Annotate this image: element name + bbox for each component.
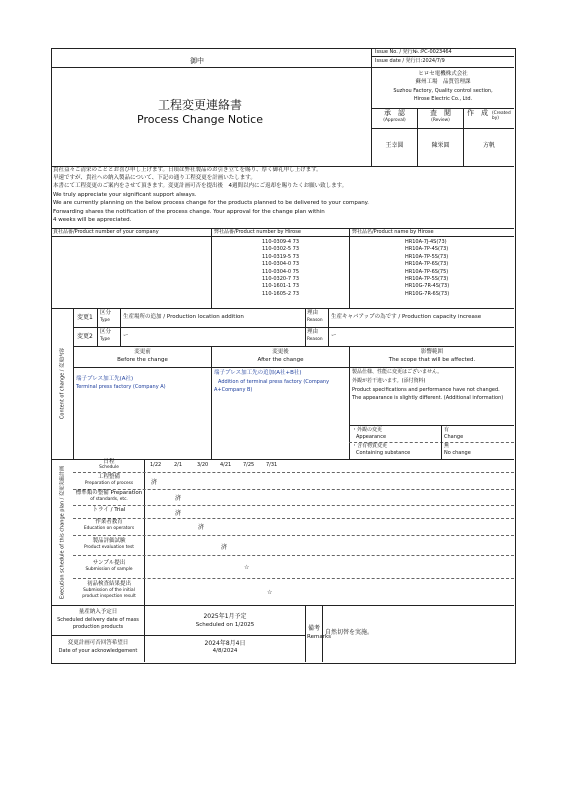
product-name: HR10A-7J-4S(73) <box>405 239 447 245</box>
created-label: 作 成 <box>467 109 488 117</box>
recipient-suffix: 御中 <box>190 57 204 65</box>
schedule-row-label-jp: 標準類の整備 Preparation <box>75 490 143 496</box>
product-number: 110-0319-5 73 <box>262 253 300 260</box>
divider <box>463 108 464 166</box>
remarks-value: 自然切替を実施。 <box>325 629 374 636</box>
divider <box>51 635 305 636</box>
product-name: HR10A-7P-6S(73) <box>405 261 449 268</box>
after-text-en-2: A+Company B) <box>214 387 253 393</box>
schedule-date: 7/25 <box>243 462 255 468</box>
divider <box>73 367 514 368</box>
divider <box>73 505 514 506</box>
col-header-customer-pn: 貴社品番/Product number of your company <box>53 229 159 235</box>
schedule-row-label-en: of standards, etc. <box>90 497 128 502</box>
star-icon: ☆ <box>267 589 273 596</box>
delivery-label-en: Scheduled delivery date of mass <box>57 617 139 623</box>
divider <box>51 236 514 237</box>
product-name: HR10G-7R-6S(73) <box>405 290 450 297</box>
title-jp: 工程変更連絡書 <box>158 98 243 112</box>
divider <box>211 228 212 308</box>
delivery-value-jp: 2025年1月予定 <box>203 613 247 620</box>
before-text-en: Terminal press factory (Company A) <box>76 384 166 390</box>
ack-value-en: 4/8/2024 <box>212 648 238 654</box>
ack-label-jp: 変更計画可否回答希望日 <box>67 640 129 646</box>
divider <box>73 327 514 328</box>
title-en: Process Change Notice <box>137 113 263 126</box>
scope-header-en: The scope that will be affected. <box>388 357 476 363</box>
divider <box>73 578 514 579</box>
content-of-change-label: Content of change / 変更内容 <box>59 347 66 420</box>
col-header-hirose-pn: 弊社品番/Product number by Hirose <box>214 229 301 235</box>
product-name: HR10G-7R-4S(73) <box>405 283 450 290</box>
schedule-mark: 済 <box>198 524 205 531</box>
product-number: 110-1605-2 73 <box>262 290 300 297</box>
after-text-en-1: Addition of terminal press factory (Company <box>218 379 330 385</box>
product-name: HR10A-7P-4S(73) <box>405 246 449 253</box>
schedule-mark: 済 <box>221 544 228 551</box>
divider <box>371 128 514 129</box>
issue-number: Issue No. / 発行№.:PC-0023464 <box>375 49 452 55</box>
remarks-label-en: Remarks <box>307 634 331 640</box>
type-label-en: Type <box>100 337 110 342</box>
product-number: 110-0304-0 75 <box>262 268 300 275</box>
scope-line: The appearance is slightly different. (Additional information) <box>352 395 504 401</box>
divider <box>73 472 514 473</box>
schedule-row-label-jp: サンプル提出 <box>92 560 126 566</box>
appearance-value-jp: 有 <box>444 427 450 433</box>
change-1-type: 生産場所の追加 / Production location addition <box>123 314 244 320</box>
intro-line: 貴社益々ご清栄のこととお喜び申し上げます。日頃は弊社製品のお引き立てを賜り、厚く御礼申し上げます。 <box>53 167 322 173</box>
schedule-row-label-jp: 初品検査結果提出 <box>86 581 131 587</box>
type-label-jp: 区分 <box>100 329 112 335</box>
schedule-row-label-en: Preparation of process <box>84 481 134 486</box>
delivery-label-en-2: production products <box>72 624 124 630</box>
delivery-value-en: Scheduled on 1/2025 <box>195 622 255 628</box>
reviewer-name: 陳栄圓 <box>431 142 450 149</box>
schedule-date: 4/21 <box>220 462 232 468</box>
change-1-reason: 生産キャパアップの為です / Production capacity increase <box>331 314 482 320</box>
divider <box>441 425 442 459</box>
schedule-row-label-en: Submission of the initial <box>83 588 135 593</box>
reason-label-jp: 理由 <box>307 310 319 316</box>
schedule-date: 1/22 <box>150 462 162 468</box>
issue-date: Issue date / 発行日:2024/7/9 <box>375 58 445 64</box>
substance-value-en: No change <box>444 450 471 456</box>
product-number: 110-1601-1 73 <box>262 283 300 290</box>
appearance-label-jp: ・外観の変更 <box>352 427 383 433</box>
company-name-en-2: Hirose Electric Co., Ltd. <box>413 96 473 102</box>
change-1-label: 変更1 <box>77 314 93 321</box>
change-2-reason: ー <box>331 333 337 339</box>
star-icon: ☆ <box>244 564 250 571</box>
scope-line: 外観が若干違います。(添付資料) <box>352 378 426 384</box>
delivery-label-jp: 量産納入予定日 <box>78 609 118 615</box>
substance-value-jp: 無 <box>444 443 450 449</box>
review-label-en: (Review) <box>431 118 450 123</box>
product-name: HR10A-7P-6S(75) <box>405 268 449 275</box>
factory-name-jp: 蘇州工場 品質管理課 <box>415 79 471 85</box>
scope-line: Product specifications and performance have not changed. <box>352 387 500 393</box>
product-name: HR10A-7P-5S(73) <box>405 253 449 260</box>
appearance-label-en: Appearance <box>356 434 387 440</box>
divider <box>73 535 514 536</box>
execution-schedule-label: Execution schedule of this change plan / 変更実施計画 <box>59 466 66 599</box>
schedule-header-jp: 日程 <box>103 459 115 465</box>
schedule-row-label-en: Product evaluation test <box>84 545 134 550</box>
remarks-label-jp: 備考 <box>308 625 321 632</box>
schedule-row-label-en: Submission of sample <box>85 567 133 572</box>
appearance-value-en: Change <box>444 434 464 440</box>
product-name: HR10A-7P-5S(73) <box>405 276 449 282</box>
intro-line: We are currently planning on the below process change for the products planned to be delivered to your company. <box>53 200 369 206</box>
schedule-row-label-en: product inspection result <box>82 594 136 599</box>
divider <box>51 67 514 68</box>
substance-label-jp: ・含有物質変更 <box>352 443 388 449</box>
change-2-label: 変更2 <box>77 333 93 340</box>
after-header-jp: 変更後 <box>272 349 289 355</box>
type-label-jp: 区分 <box>100 310 112 316</box>
intro-line: Forwarding shares the notification of the process change. Your approval for the change plan within <box>53 209 325 215</box>
divider <box>73 308 74 459</box>
divider <box>73 518 514 519</box>
reason-label-en: Reason <box>307 318 323 323</box>
divider <box>305 605 306 662</box>
company-name-jp: ヒロセ電機株式会社 <box>418 71 468 77</box>
divider <box>51 605 514 606</box>
divider <box>144 459 145 605</box>
schedule-row-label-jp: 工程整備 <box>97 474 120 480</box>
review-label: 査 閲 <box>430 109 451 117</box>
intro-line: 早速ですが、貴社への納入製品について、下記の通り工程変更を計画いたします。 <box>53 175 256 181</box>
reason-label-en: Reason <box>307 337 323 342</box>
schedule-date: 3/20 <box>197 462 209 468</box>
product-number: 110-0302-5 73 <box>262 246 300 253</box>
divider <box>73 346 514 347</box>
schedule-mark: 済 <box>175 495 182 502</box>
product-number: 110-0309-4 73 <box>262 239 300 245</box>
divider <box>371 48 372 67</box>
product-number: 110-0304-0 73 <box>262 261 300 268</box>
schedule-row-label-jp: 製品評価試験 <box>92 538 126 544</box>
approver-name: 王幸圆 <box>385 142 404 149</box>
approval-label-en: (Approval) <box>383 118 406 123</box>
substance-label-en: Containing substance <box>356 450 411 456</box>
product-number: 110-0320-7 73 <box>262 276 300 282</box>
schedule-row-label-en: Education on operators <box>83 526 135 531</box>
intro-line: 4 weeks will be appreciated. <box>53 217 132 223</box>
schedule-mark: 済 <box>175 510 182 517</box>
divider <box>73 555 514 556</box>
before-text-jp: 端子プレス加工先(A社) <box>76 376 134 382</box>
col-header-hirose-name: 弊社品名/Product name by Hirose <box>352 229 434 235</box>
before-header-jp: 変更前 <box>134 349 151 355</box>
after-text-jp: 端子プレス加工先の追加(A社+B社) <box>214 370 302 376</box>
schedule-mark: 済 <box>151 479 158 486</box>
intro-line: We truly appreciate your significant support always. <box>53 192 197 198</box>
schedule-row-label-jp: 作業者教育 <box>95 519 123 525</box>
ack-label-en: Date of your acknowledgement <box>58 648 138 654</box>
scope-header-jp: 影響範囲 <box>420 349 443 355</box>
reason-label-jp: 理由 <box>307 329 319 335</box>
divider <box>349 425 514 426</box>
divider <box>371 56 514 57</box>
schedule-date: 2/1 <box>174 462 183 468</box>
company-name-en-1: Suzhou Factory, Quality control section, <box>393 88 493 94</box>
divider <box>349 228 350 308</box>
after-header-en: After the change <box>257 357 304 363</box>
change-2-type: ー <box>123 333 129 339</box>
schedule-row-label-jp: トライ / Trial <box>92 507 126 513</box>
ack-value-jp: 2024年8月4日 <box>204 640 246 647</box>
schedule-header-en: Schedule <box>99 465 119 470</box>
before-header-en: Before the change <box>117 357 168 363</box>
approval-label: 承 認 <box>384 109 405 117</box>
created-label-en: (Created by) <box>492 111 511 121</box>
creator-name: 方帆 <box>482 142 495 149</box>
schedule-date: 7/31 <box>266 462 278 468</box>
type-label-en: Type <box>100 318 110 323</box>
scope-line: 製品仕様、性能に変更はございません。 <box>352 369 443 375</box>
intro-line: 本書にて工程変更のご案内をさせて頂きます。変更計画可否を提出後 4週間以内にご返却を賜りたくお願い致します。 <box>53 183 348 189</box>
